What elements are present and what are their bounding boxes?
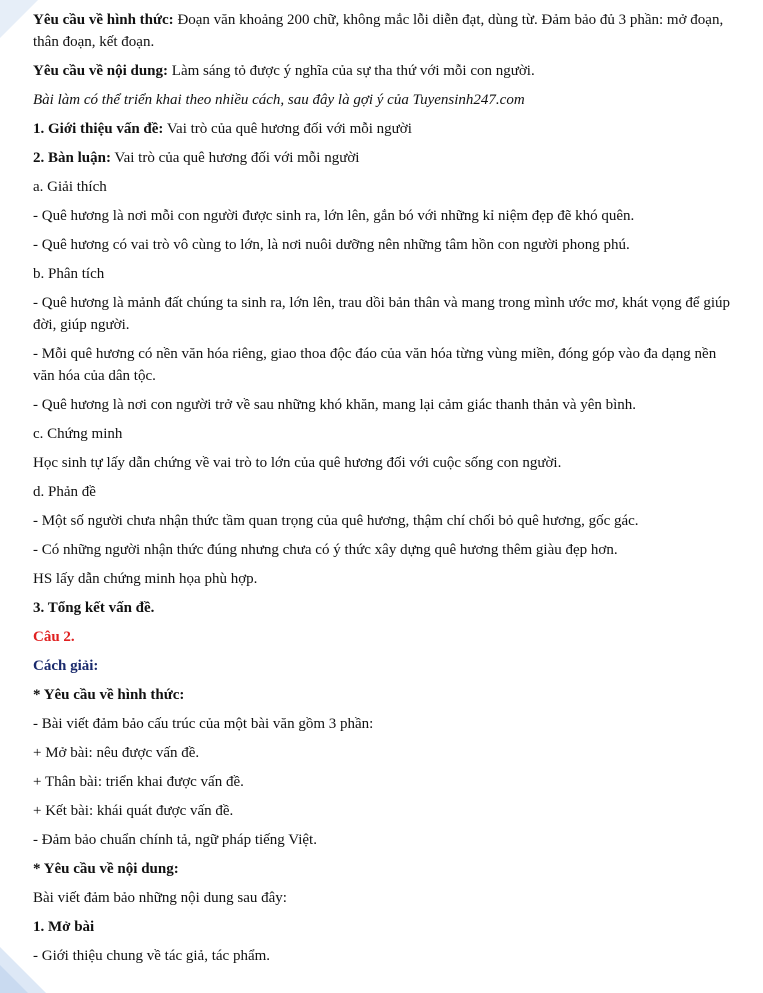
list-item: + Mở bài: nêu được vấn đề. — [33, 745, 200, 761]
list-item: + Kết bài: khái quát được vấn đề. — [33, 803, 234, 819]
label: Yêu cầu về nội dung: — [33, 63, 169, 79]
form-requirement — [33, 9, 733, 53]
text: Vai trò của quê hương đối với mỗi người — [110, 150, 360, 166]
list-item: - Quê hương là mảnh đất chúng ta sinh ra, lớn lên, trau dồi bản thân và mang trong mình ước mơ, khát vọng để giúp đời, giúp người. — [33, 295, 731, 333]
list-item: - Quê hương có vai trò vô cùng to lớn, là nơi nuôi dưỡng nên những tâm hồn con người phong phú. — [33, 237, 630, 253]
paragraph: Học sinh tự lấy dẫn chứng về vai trò to lớn của quê hương đối với cuộc sống con người. — [33, 455, 562, 471]
subheading-a: a. Giải thích — [33, 179, 107, 195]
list-item: - Đảm bảo chuẩn chính tả, ngữ pháp tiếng Việt. — [33, 832, 317, 848]
intro-heading: 1. Mở bài — [33, 919, 95, 935]
corner-decoration-bottom-inner — [0, 965, 28, 993]
list-item: + Thân bài: triển khai được vấn đề. — [33, 774, 244, 790]
section-heading-2 — [33, 147, 733, 169]
content-requirement-heading: * Yêu cầu về nội dung: — [33, 861, 179, 877]
text: Đoạn văn khoảng 200 chữ, không mắc lỗi diễn đạt, dùng từ. Đảm bảo đủ 3 phần: mở đoạn, thân đoạn, kết đoạn. — [33, 12, 724, 50]
list-item: - Quê hương là nơi con người trở về sau những khó khăn, mang lại cảm giác thanh thản và yên bình. — [33, 397, 637, 413]
question-heading: Câu 2. — [33, 629, 75, 645]
list-item: - Mỗi quê hương có nền văn hóa riêng, giao thoa độc đáo của văn hóa từng vùng miền, đóng góp vào đa dạng nền văn hóa của dân tộc. — [33, 346, 717, 384]
content-requirement — [33, 60, 733, 82]
solution-heading: Cách giải: — [33, 658, 99, 674]
section-heading-1 — [33, 118, 733, 140]
subheading-c: c. Chứng minh — [33, 426, 123, 442]
list-item: - Một số người chưa nhận thức tầm quan trọng của quê hương, thậm chí chối bỏ quê hương, gốc gác. — [33, 513, 639, 529]
subheading-b: b. Phân tích — [33, 266, 105, 282]
section-heading-3: 3. Tổng kết vấn đề. — [33, 600, 155, 616]
label: 2. Bàn luận: — [33, 150, 111, 166]
subheading-d: d. Phản đề — [33, 484, 96, 500]
text: Vai trò của quê hương đối với mỗi người — [163, 121, 412, 137]
label: 1. Giới thiệu vấn đề: — [33, 121, 164, 137]
list-item: - Giới thiệu chung về tác giả, tác phẩm. — [33, 948, 271, 964]
list-item: - Quê hương là nơi mỗi con người được sinh ra, lớn lên, gắn bó với những kỉ niệm đẹp đẽ khó quên. — [33, 208, 635, 224]
label: Yêu cầu về hình thức: — [33, 12, 174, 28]
list-item: - Bài viết đảm bảo cấu trúc của một bài văn gồm 3 phần: — [33, 716, 374, 732]
list-item: - Có những người nhận thức đúng nhưng chưa có ý thức xây dựng quê hương thêm giàu đẹp hơn. — [33, 542, 618, 558]
paragraph: Bài viết đảm bảo những nội dung sau đây: — [33, 890, 287, 906]
text: Làm sáng tỏ được ý nghĩa của sự tha thứ với mỗi con người. — [168, 63, 535, 79]
form-requirement-heading: * Yêu cầu về hình thức: — [33, 687, 185, 703]
paragraph: HS lấy dẫn chứng minh họa phù hợp. — [33, 571, 258, 587]
suggestion-note: Bài làm có thể triển khai theo nhiều cách, sau đây là gợi ý của Tuyensinh247.com — [33, 92, 525, 108]
